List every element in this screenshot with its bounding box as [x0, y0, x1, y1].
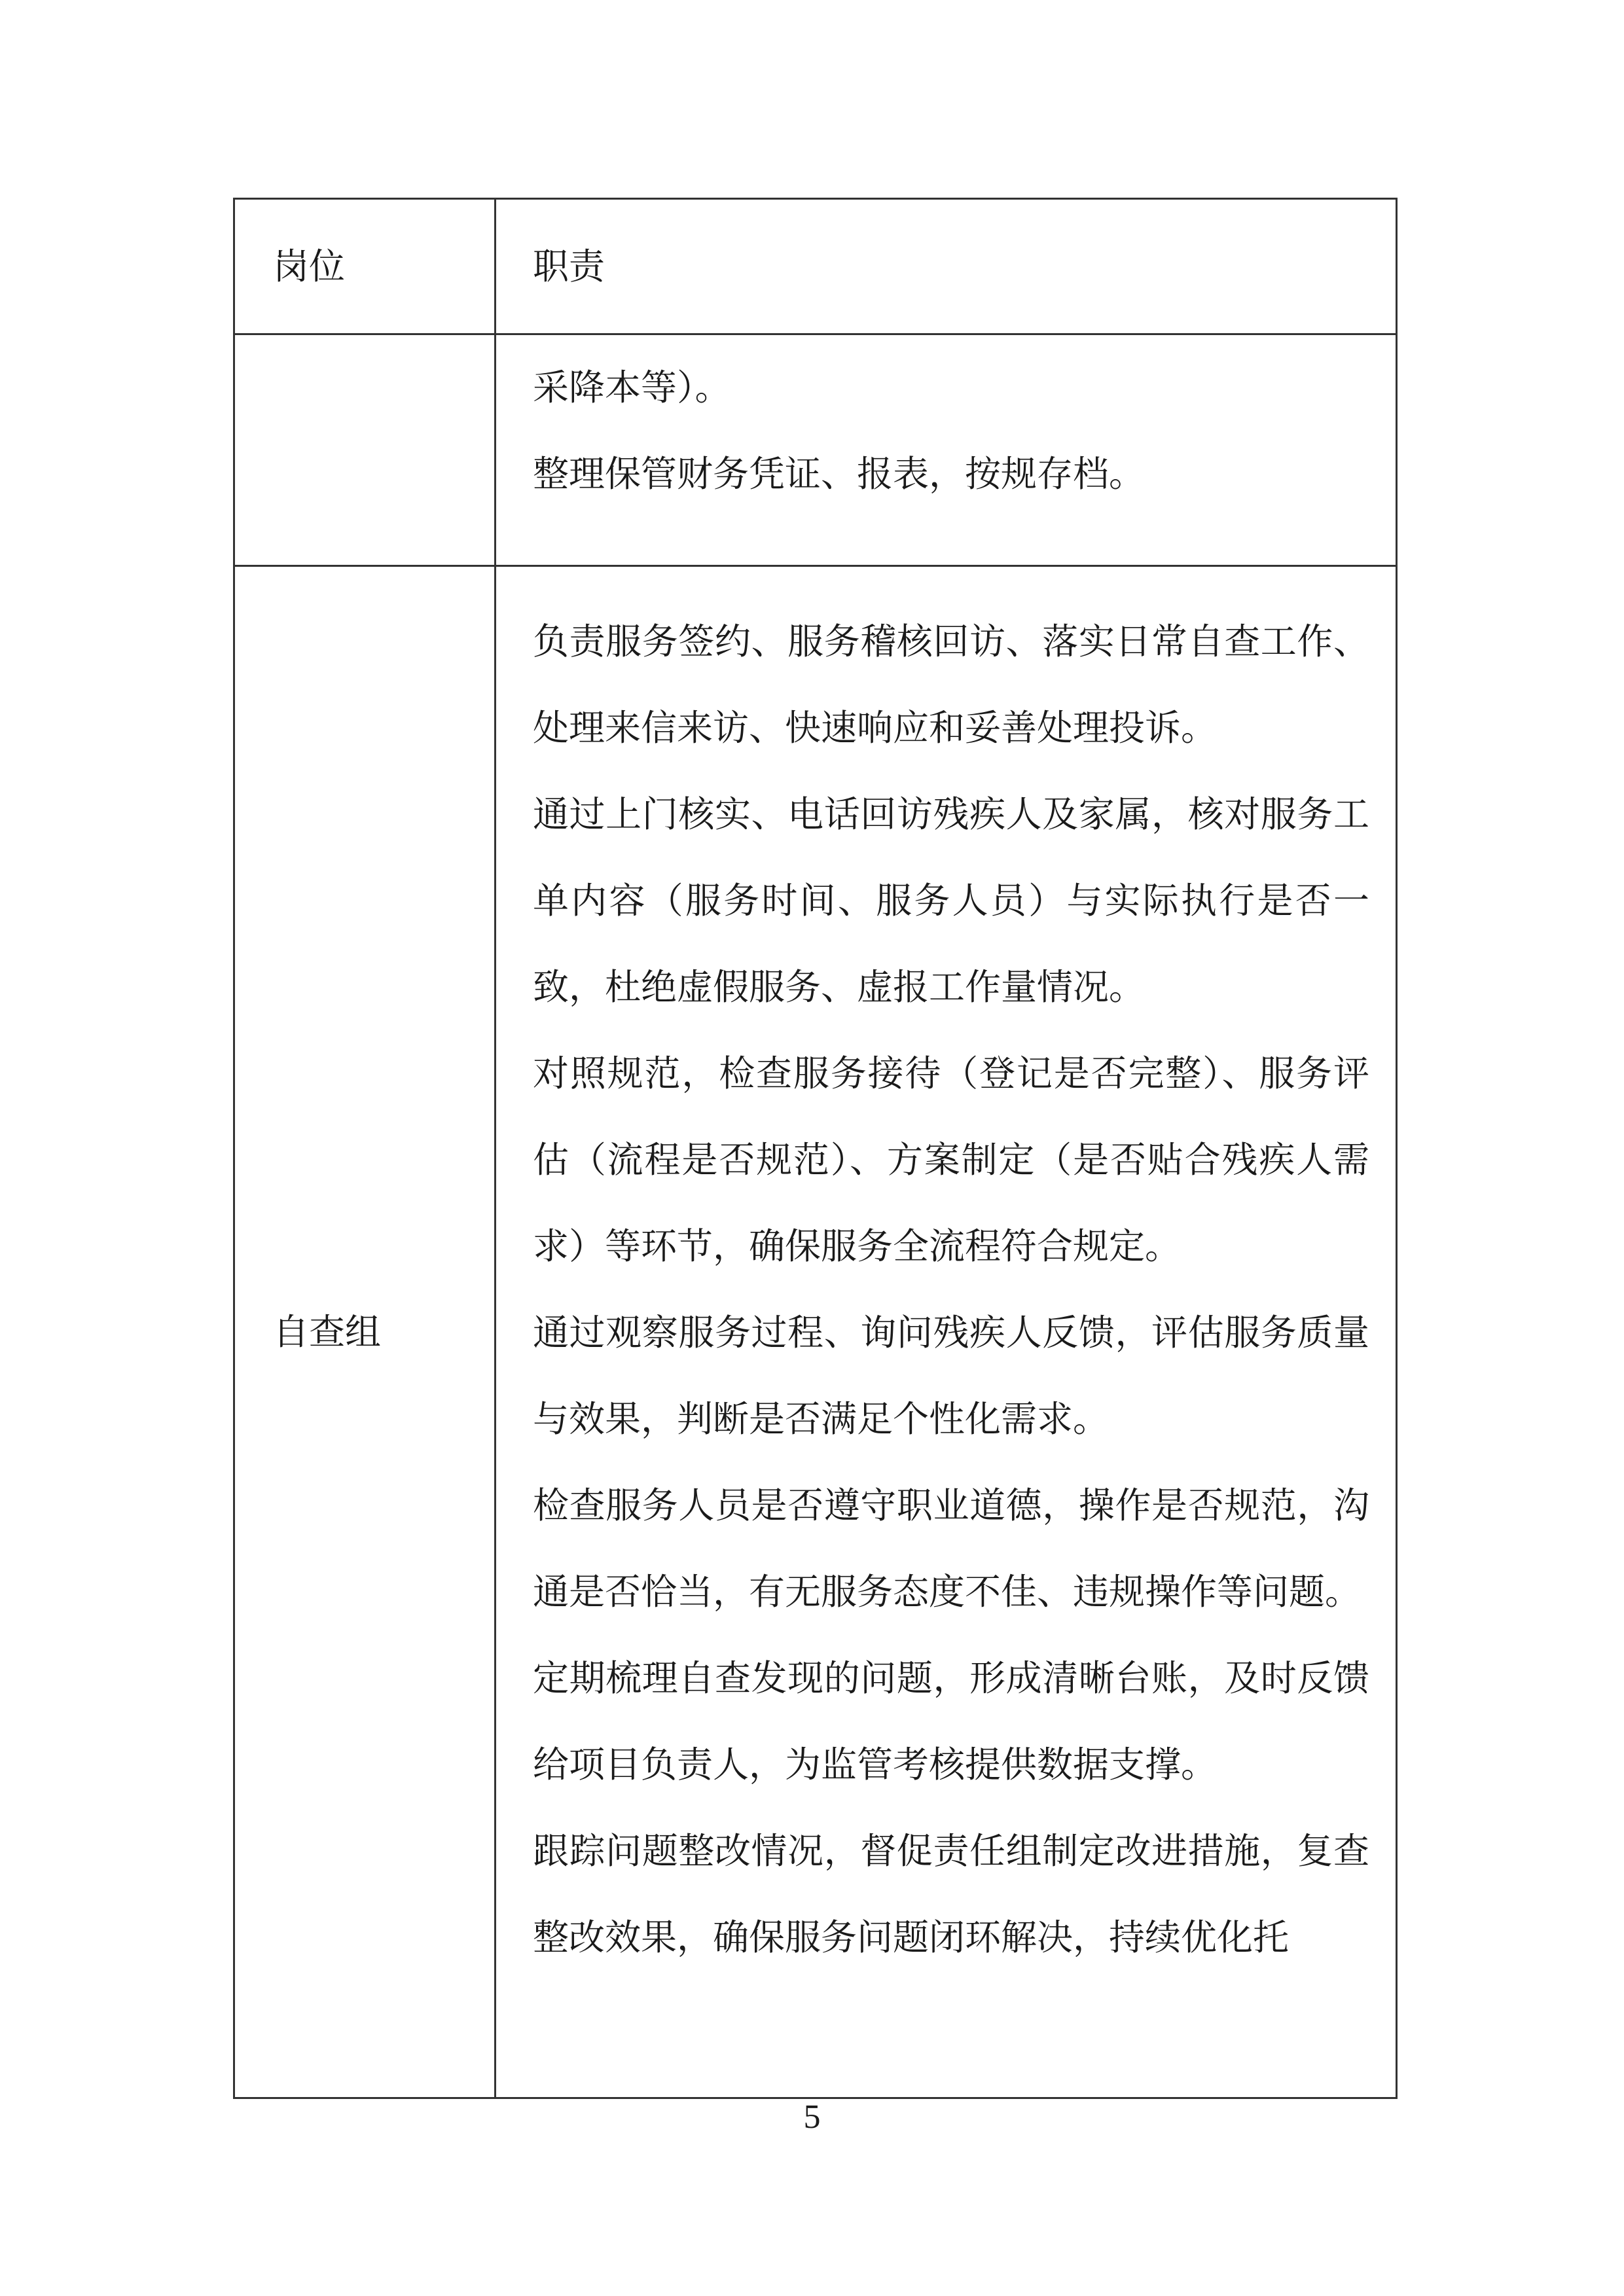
post-cell — [234, 566, 496, 2098]
duty-table — [233, 198, 1398, 2099]
header-post-cell — [234, 199, 496, 334]
page-number: 5 — [803, 2098, 821, 2136]
duty-paragraph: 整理保管财务凭证、报表，按规存档。 — [533, 453, 1146, 495]
duty-paragraph: 负责服务签约、服务稽核回访、落实日常自查工作、处理来信来访、快速响应和妥善处理投诉。 — [533, 620, 1369, 749]
duty-paragraph: 跟踪问题整改情况，督促责任组制定改进措施，复查整改效果，确保服务问题闭环解决，持续优化托 — [533, 1830, 1369, 1958]
post-label: 自查组 — [273, 1311, 382, 1353]
duty-paragraph: 对照规范，检查服务接待（登记是否完整）、服务评估（流程是否规范）、方案制定（是否贴合残疾人需求）等环节，确保服务全流程符合规定。 — [533, 1052, 1369, 1267]
duty-cell — [496, 334, 1397, 566]
duty-paragraph: 通过上门核实、电话回访残疾人及家属，核对服务工单内容（服务时间、服务人员）与实际执行是否一致，杜绝虚假服务、虚报工作量情况。 — [533, 793, 1369, 1008]
header-post-label: 岗位 — [273, 245, 346, 287]
header-duty-label: 职责 — [533, 245, 605, 287]
table-row — [234, 334, 1397, 566]
duty-paragraph: 采降本等）。 — [533, 367, 731, 408]
post-cell — [234, 334, 496, 566]
table-header-row — [234, 199, 1397, 334]
header-duty-cell — [496, 199, 1397, 334]
duty-cell — [496, 566, 1397, 2098]
duty-paragraph: 通过观察服务过程、询问残疾人反馈，评估服务质量与效果，判断是否满足个性化需求。 — [533, 1312, 1369, 1440]
table-row — [234, 566, 1397, 2098]
duty-paragraph: 定期梳理自查发现的问题，形成清晰台账，及时反馈给项目负责人，为监管考核提供数据支撑。 — [533, 1657, 1369, 1785]
duty-paragraph: 检查服务人员是否遵守职业道德，操作是否规范，沟通是否恰当，有无服务态度不佳、违规操作等问题。 — [533, 1484, 1369, 1613]
